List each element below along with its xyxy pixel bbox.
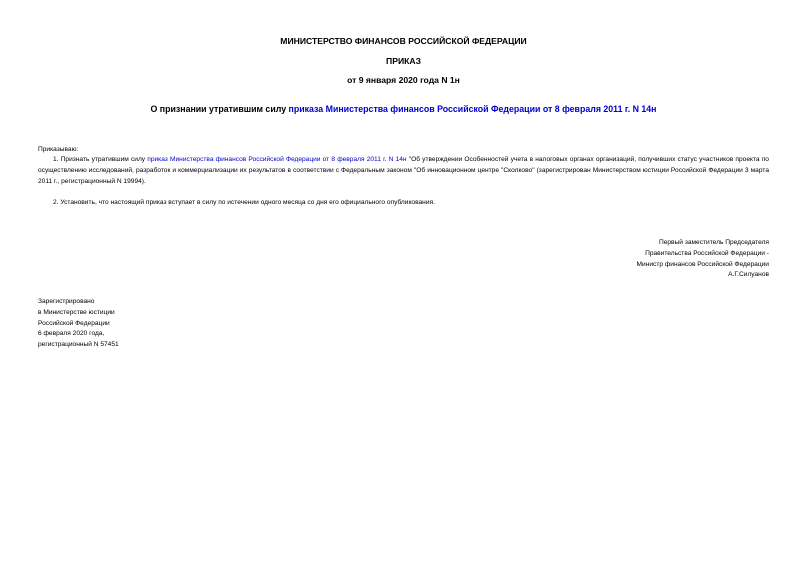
document-title-prefix: О признании утратившим силу <box>150 104 289 114</box>
paragraph-1-suffix: "Об утверждении Особенностей учета в налоговых органах организаций, получивших статус участников проекта по осуществлению исследований, разработок и коммерциализации их результатов в соответствии с Федеральным законом "Об инновационном центре "Сколково" (зарегистрирован Министерством юстиции Российской Федерации 3 марта 2011 г., регистрационный N 19994). <box>38 156 769 185</box>
paragraph-1 <box>38 155 769 187</box>
referenced-order-link[interactable]: приказ Министерства финансов Российской Федерации от 8 февраля 2011 г. N 14н <box>147 156 407 163</box>
registration-line: Российской Федерации <box>38 319 110 327</box>
paragraph-2: 2. Установить, что настоящий приказ вступает в силу по истечении одного месяца со дня его официального опубликования. <box>53 199 435 206</box>
registration-date: 6 февраля 2020 года, <box>38 330 105 338</box>
registration-number: регистрационный N 57451 <box>38 341 119 349</box>
registration-block <box>38 297 238 351</box>
document-title-link[interactable]: приказа Министерства финансов Российской Федерации от 8 февраля 2011 г. N 14н <box>288 104 657 114</box>
signature-line: Правительства Российской Федерации - <box>645 249 769 257</box>
document-title <box>0 104 807 115</box>
document-type: ПРИКАЗ <box>386 56 421 66</box>
signature-line: Первый заместитель Председателя <box>658 239 769 246</box>
signature-line: Министр финансов Российской Федерации <box>636 260 769 268</box>
registration-line: в Министерстве юстиции <box>38 308 115 316</box>
signature-block <box>529 238 769 281</box>
order-word: Приказываю: <box>38 146 79 153</box>
registration-line: Зарегистрировано <box>38 298 95 305</box>
ministry-name: МИНИСТЕРСТВО ФИНАНСОВ РОССИЙСКОЙ ФЕДЕРАЦИИ <box>280 36 527 46</box>
paragraph-1-prefix: 1. Признать утратившим силу <box>53 156 148 163</box>
document-date-number: от 9 января 2020 года N 1н <box>347 75 460 85</box>
signatory-name: А.Г.Силуанов <box>728 271 769 279</box>
